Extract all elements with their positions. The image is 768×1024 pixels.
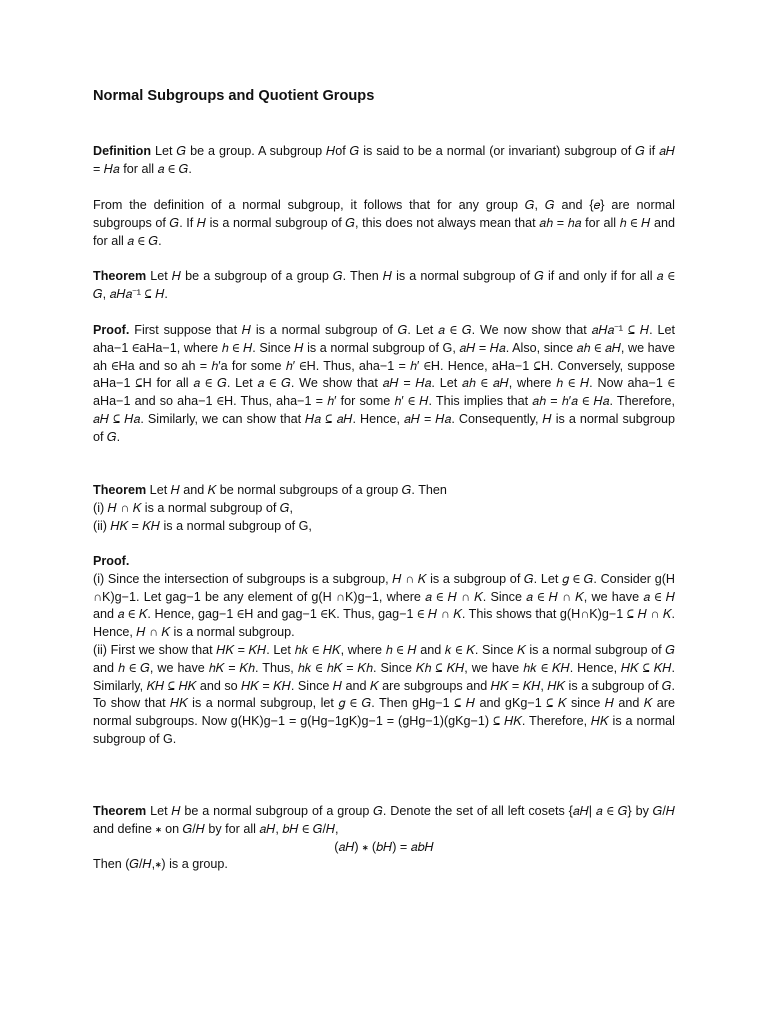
remark-text: From the definition of a normal subgroup, it follows that for any group 𝐺, 𝐺 and {𝑒} are normal subgroups of 𝐺. If 𝐻 is a normal subgroup of 𝐺, this does not always mean that 𝑎ℎ = ℎ𝑎 for all ℎ ∈ 𝐻 and for all 𝑎 ∈ 𝐺. xyxy=(93,198,675,248)
proof-1-paragraph xyxy=(93,322,675,447)
proof-2-part-i: (i) Since the intersection of subgroups is a subgroup, 𝐻 ∩ 𝐾 is a subgroup of 𝐺. Let 𝑔 ∈ 𝐺. Consider g(H ∩K)g−1. Let gag−1 be any element of g(H ∩K)g−1, where 𝑎 ∈ 𝐻 ∩ 𝐾. Since 𝑎 ∈ 𝐻 ∩ 𝐾, we have 𝑎 ∈ 𝐻 and 𝑎 ∈ 𝐾. Hence, gag−1 ∈H and gag−1 ∈K. Thus, gag−1 ∈ 𝐻 ∩ 𝐾. This shows that g(H∩K)g−1 ⊆ 𝐻 ∩ 𝐾. Hence, 𝐻 ∩ 𝐾 is a normal subgroup. xyxy=(93,571,675,640)
proof-1-text: First suppose that 𝐻 is a normal subgroup of 𝐺. Let 𝑎 ∈ 𝐺. We now show that 𝑎𝐻𝑎⁻¹ ⊆ 𝐻. Let aha−1 ∈aHa−1, where ℎ ∈ 𝐻. Since 𝐻 is a normal subgroup of G, 𝑎𝐻 = 𝐻𝑎. Also, since 𝑎ℎ ∈ 𝑎𝐻, we have ah ∈Ha and so ah = ℎ′a for some ℎ′ ∈H. Thus, aha−1 = ℎ′ ∈H. Hence, aHa−1 ⊆H. Conversely, suppose aHa−1 ⊆H for all 𝑎 ∈ 𝐺. Let 𝑎 ∈ 𝐺. We show that 𝑎𝐻 = 𝐻𝑎. Let 𝑎ℎ ∈ 𝑎𝐻, where ℎ ∈ 𝐻. Now aha−1 ∈ aHa−1 and so aha−1 ∈H. Thus, aha−1 = ℎ′ for some ℎ′ ∈ 𝐻. This implies that 𝑎ℎ = ℎ′𝑎 ∈ 𝐻𝑎. Therefore, 𝑎𝐻 ⊆ 𝐻𝑎. Similarly, we can show that 𝐻𝑎 ⊆ 𝑎𝐻. Hence, 𝑎𝐻 = 𝐻𝑎. Consequently, 𝐻 is a normal subgroup of 𝐺. xyxy=(93,323,675,444)
page-title: Normal Subgroups and Quotient Groups xyxy=(93,88,375,104)
theorem-2-item-i: (i) 𝐻 ∩ 𝐾 is a normal subgroup of 𝐺, xyxy=(93,500,294,515)
proof-2-lead-line xyxy=(93,553,675,571)
definition-lead: Definition xyxy=(93,144,152,158)
theorem-3-text: Let 𝐻 be a normal subgroup of a group 𝐺. Denote the set of all left cosets {𝑎𝐻| 𝑎 ∈ 𝐺} by 𝐺/𝐻 and define ∗ on 𝐺/𝐻 by for all 𝑎𝐻, 𝑏𝐻 ∈ 𝐺/𝐻, xyxy=(93,804,675,836)
theorem-3-conclusion: Then (𝐺/𝐻,∗) is a group. xyxy=(93,857,228,872)
proof-1-lead: Proof. xyxy=(93,323,130,337)
theorem-2-item-ii: (ii) 𝐻𝐾 = 𝐾𝐻 is a normal subgroup of G, xyxy=(93,518,312,533)
theorem-1-paragraph xyxy=(93,268,675,304)
theorem-2-lead: Theorem xyxy=(93,483,147,497)
theorem-2-line-1 xyxy=(93,482,675,500)
theorem-2-intro: Let 𝐻 and 𝐾 be normal subgroups of a group 𝐺. Then xyxy=(146,483,447,497)
definition-text: Let 𝐺 be a group. A subgroup 𝐻of 𝐺 is said to be a normal (or invariant) subgroup of 𝐺 if 𝑎𝐻 = 𝐻𝑎 for all 𝑎 ∈ 𝐺. xyxy=(93,144,675,176)
proof-2-paragraph xyxy=(93,553,675,749)
theorem-1-text: Let 𝐻 be a subgroup of a group 𝐺. Then 𝐻 is a normal subgroup of 𝐺 if and only if for all 𝑎 ∈ 𝐺, 𝑎𝐻𝑎⁻¹ ⊆ 𝐻. xyxy=(93,269,675,301)
remark-paragraph xyxy=(93,197,675,250)
theorem-1-lead: Theorem xyxy=(93,269,147,283)
proof-2-lead: Proof. xyxy=(93,554,130,568)
proof-2-part-ii: (ii) First we show that 𝐻𝐾 = 𝐾𝐻. Let ℎ𝑘 ∈ 𝐻𝐾, where ℎ ∈ 𝐻 and 𝑘 ∈ 𝐾. Since 𝐾 is a normal subgroup of 𝐺 and ℎ ∈ 𝐺, we have ℎ𝐾 = 𝐾ℎ. Thus, ℎ𝑘 ∈ ℎ𝐾 = 𝐾ℎ. Since 𝐾ℎ ⊆ 𝐾𝐻, we have ℎ𝑘 ∈ 𝐾𝐻. Hence, 𝐻𝐾 ⊆ 𝐾𝐻. Similarly, 𝐾𝐻 ⊆ 𝐻𝐾 and so 𝐻𝐾 = 𝐾𝐻. Since 𝐻 and 𝐾 are subgroups and 𝐻𝐾 = 𝐾𝐻, 𝐻𝐾 is a subgroup of 𝐺. To show that 𝐻𝐾 is a normal subgroup, let 𝑔 ∈ 𝐺. Then gHg−1 ⊆ 𝐻 and gKg−1 ⊆ 𝐾 since 𝐻 and 𝐾 are normal subgroups. Now g(HK)g−1 = g(Hg−1gK)g−1 = (gHg−1)(gKg−1) ⊆ 𝐻𝐾. Therefore, 𝐻𝐾 is a normal subgroup of G. xyxy=(93,642,675,746)
theorem-3-paragraph xyxy=(93,803,675,874)
definition-paragraph xyxy=(93,143,675,179)
theorem-3-lead: Theorem xyxy=(93,804,147,818)
theorem-2-paragraph xyxy=(93,482,675,535)
theorem-3-formula: (𝑎𝐻) ∗ (𝑏𝐻) = 𝑎𝑏𝐻 xyxy=(334,839,434,854)
